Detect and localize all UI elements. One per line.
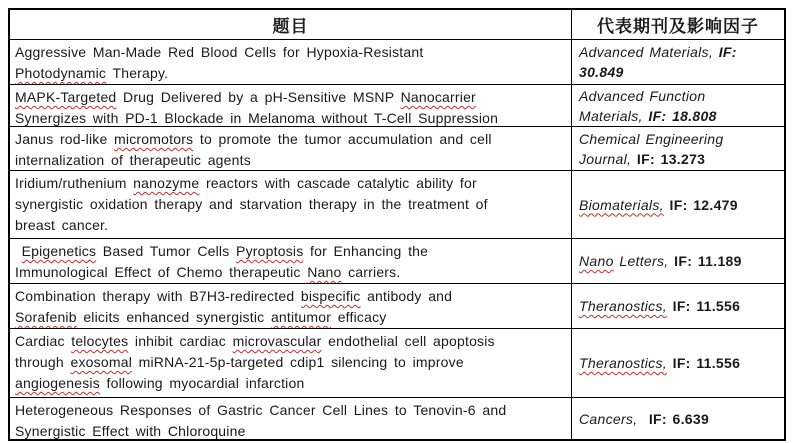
text-segment: through [15, 354, 71, 370]
text-segment: Cardiac [15, 333, 72, 349]
text-segment: Cancers [579, 410, 634, 427]
text-segment: Letters [613, 253, 665, 269]
journal-if-cell [572, 84, 784, 126]
text-segment: Immunological Effect of Chemo therapeutic [15, 264, 308, 280]
paper-title-cell [10, 39, 572, 84]
text-segment: endothelial cell apoptosis [321, 333, 495, 349]
text-segment: IF: 11.556 [672, 298, 741, 314]
spellcheck-flagged-text: Nano [579, 253, 614, 269]
text-line [15, 173, 565, 194]
text-line [579, 353, 780, 373]
text-line [579, 62, 780, 82]
journal-table [8, 8, 786, 441]
text-segment: Journal [579, 150, 628, 167]
text-line [15, 42, 565, 63]
text-segment: Heterogeneous Responses of Gastric Cancer Cell Lines to Tenovin-6 and [15, 402, 507, 418]
text-line [579, 195, 780, 215]
text-segment: Aggressive Man-Made Red Blood Cells for Hypoxia-Resistant [15, 44, 424, 60]
text-line [579, 106, 780, 126]
text-segment: with PD-1 Blockade in Melanoma without T-Cell Suppression [86, 110, 499, 126]
text-line [15, 400, 565, 421]
paper-title-cell [10, 283, 572, 328]
spellcheck-flagged-text: MAPK-Targeted [15, 89, 117, 105]
text-line [15, 150, 565, 170]
text-line [15, 421, 565, 439]
paper-title-cell [10, 397, 572, 439]
text-segment: inhibit cardiac [128, 333, 233, 349]
paper-title-cell [10, 126, 572, 170]
text-segment: , [664, 253, 675, 269]
text-line [15, 194, 565, 215]
journal-if-cell [572, 283, 784, 328]
text-segment: efficacy [331, 309, 387, 325]
text-segment: IF: 12.479 [669, 196, 738, 213]
spellcheck-flagged-text: Chloroquine [167, 423, 246, 439]
text-line [15, 63, 565, 84]
spellcheck-flagged-text: Nano [307, 264, 342, 280]
text-segment: Combination therapy with B7H3-redirected [15, 288, 301, 304]
journal-if-cell [572, 39, 784, 84]
paper-title-cell [10, 84, 572, 126]
text-line [579, 129, 780, 149]
text-segment: to promote the tumor accumulation and cell [193, 131, 492, 147]
text-segment: internalization of therapeutic agents [15, 152, 251, 168]
text-segment: miRNA-21-5p-targeted cdip1 silencing to improve [132, 354, 464, 370]
text-line [579, 149, 780, 169]
text-line [15, 331, 565, 352]
spellcheck-flagged-text: Sorafenib [15, 309, 77, 325]
title-column-header: 题目 [10, 10, 572, 39]
spellcheck-flagged-text: Synergizes [15, 110, 87, 126]
text-segment: IF: 11.189 [674, 253, 742, 269]
text-segment: IF: 6.639 [648, 410, 710, 427]
spellcheck-flagged-text: antitumor [270, 309, 332, 325]
spellcheck-flagged-text: angiogenesis [15, 375, 100, 391]
text-segment: reactors with cascade catalytic ability for [199, 175, 477, 191]
text-segment: IF: [718, 44, 737, 60]
text-segment: elicits enhanced synergistic [76, 309, 271, 325]
text-line [15, 352, 565, 373]
text-line [579, 409, 780, 429]
text-segment: Based Tumor Cells [96, 243, 237, 259]
spellcheck-flagged-text: nanozyme [133, 175, 200, 191]
text-segment: Materials, [579, 107, 649, 124]
spellcheck-flagged-text: bispecific [300, 288, 361, 304]
text-segment: Drug Delivered by a pH-Sensitive MSNP [116, 89, 401, 105]
journal-if-cell [572, 170, 784, 238]
spellcheck-flagged-text: microvascular [232, 333, 322, 349]
text-segment: Iridium/ruthenium [15, 175, 134, 191]
text-segment: Advanced Materials, [579, 44, 719, 60]
journal-if-cell [572, 126, 784, 170]
text-line [15, 108, 565, 126]
spellcheck-flagged-text: Pyroptosis [236, 243, 304, 259]
text-segment: synergistic oxidation therapy and starvation therapy in the treatment of [15, 196, 488, 212]
spellcheck-flagged-text: Photodynamic [15, 65, 107, 81]
text-line [15, 215, 565, 236]
text-segment: antibody and [360, 288, 453, 304]
paper-title-cell [10, 170, 572, 238]
journal-if-cell [572, 397, 784, 439]
text-line [579, 251, 780, 271]
text-line [15, 373, 565, 394]
journal-column-header: 代表期刊及影响因子 [597, 17, 759, 36]
journal-if-cell [572, 328, 784, 397]
text-line [15, 262, 565, 283]
text-segment: IF: 13.273 [636, 150, 706, 167]
spellcheck-flagged-text: Theranostics, [579, 298, 667, 314]
text-segment: Chemical Engineering [579, 130, 724, 147]
text-segment: for Enhancing the [303, 243, 429, 259]
text-segment: carriers. [341, 264, 401, 280]
paper-title-cell [10, 328, 572, 397]
journal-if-cell [572, 238, 784, 283]
spellcheck-flagged-text: telocytes [71, 333, 129, 349]
spellcheck-flagged-text: Theranostics, [579, 355, 667, 371]
text-segment: following myocardial infarction [99, 375, 305, 391]
text-segment: Advanced Function [579, 87, 706, 104]
paper-title-cell [10, 238, 572, 283]
spellcheck-flagged-text: Epigenetics [21, 243, 97, 259]
text-segment: Therapy. [106, 65, 169, 81]
text-segment [15, 243, 22, 259]
text-segment: IF: 11.556 [672, 355, 741, 371]
spellcheck-flagged-text: micromotors [114, 131, 194, 147]
text-line [579, 86, 780, 106]
text-line [15, 241, 565, 262]
spellcheck-flagged-text: Nanocarrier [400, 89, 476, 105]
text-segment: Janus rod-like [15, 131, 115, 147]
spellcheck-flagged-text: exosomal [70, 354, 133, 370]
text-segment: IF: 18.808 [648, 107, 717, 124]
text-line [15, 286, 565, 307]
text-segment: , [633, 410, 649, 427]
text-segment: Synergistic Effect with [15, 423, 168, 439]
text-segment: , [627, 150, 637, 167]
spellcheck-flagged-text: Biomaterials, [579, 196, 664, 213]
text-line [579, 296, 780, 316]
text-line [15, 307, 565, 328]
text-line [15, 129, 565, 150]
text-segment: breast cancer. [15, 217, 109, 233]
text-segment: 30.849 [579, 64, 624, 80]
text-line [579, 42, 780, 62]
text-line [15, 87, 565, 108]
